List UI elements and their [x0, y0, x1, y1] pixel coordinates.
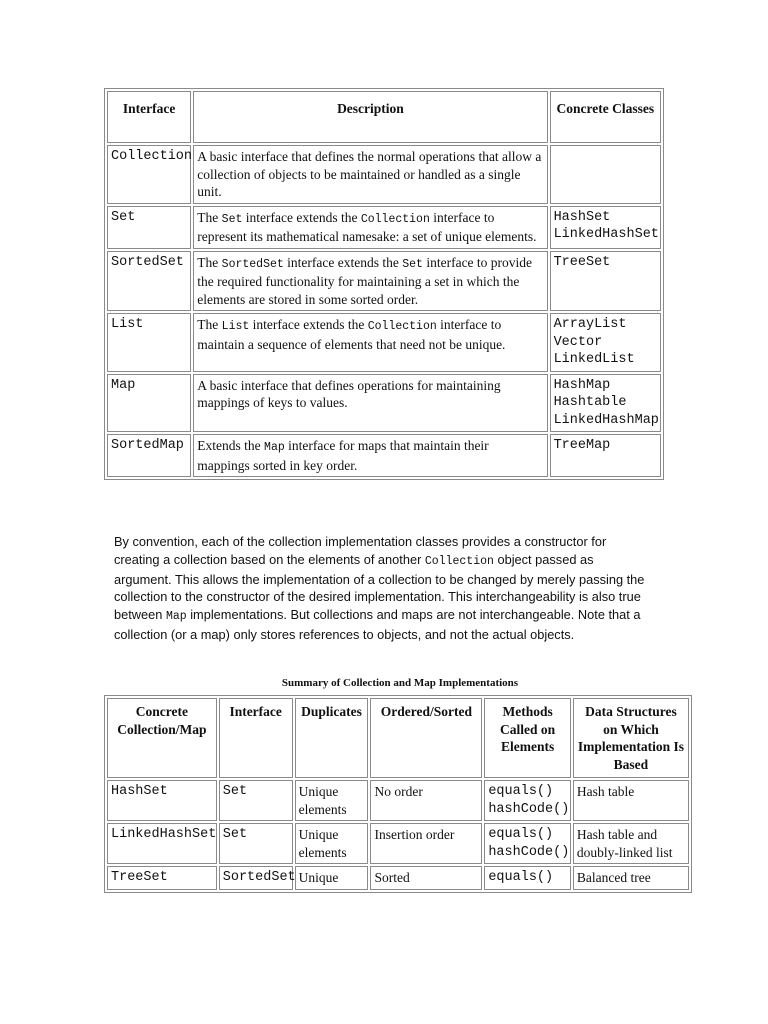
duplicates-cell: Unique elements	[295, 780, 369, 821]
header-concrete: Concrete Collection/Map	[107, 698, 217, 778]
text-run: interface to provide the required functionality for maintaining a set in which the elements are stored in some sorted order.	[197, 254, 533, 307]
header-concrete-classes: Concrete Classes	[550, 91, 661, 143]
inline-code: Collection	[367, 320, 437, 333]
table-row	[107, 145, 661, 204]
concrete-cell: HashSet	[107, 780, 217, 821]
interface-cell: Set	[107, 206, 191, 249]
text-run: interface for maps that maintain their mappings sorted in key order.	[197, 438, 489, 473]
ordered-cell: No order	[370, 780, 482, 821]
structure-cell: Hash table	[573, 780, 689, 821]
interface-cell: SortedMap	[107, 434, 191, 477]
interface-cell: Collection	[107, 145, 191, 204]
classes-cell: HashMap Hashtable LinkedHashMap	[550, 374, 661, 433]
ordered-cell: Sorted	[370, 866, 482, 890]
description-cell	[193, 251, 547, 312]
header-interface: Interface	[219, 698, 293, 778]
classes-cell: TreeSet	[550, 251, 661, 312]
interface-table-header	[107, 91, 661, 143]
text-run: A basic interface that defines operations for maintaining mappings of keys to values.	[197, 377, 501, 410]
table-row	[107, 780, 689, 821]
inline-code: SortedSet	[221, 257, 284, 271]
description-cell	[193, 374, 547, 433]
table-row	[107, 313, 661, 372]
table-row	[107, 823, 689, 864]
text-run: implementations. But collections and maps are not interchangeable. Note that a collection (or a map) only stores references to objects, and not the actual objects.	[114, 607, 641, 642]
classes-cell: ArrayList Vector LinkedList	[550, 313, 661, 372]
description-cell	[193, 313, 547, 372]
table-row	[107, 251, 661, 312]
concrete-cell: TreeSet	[107, 866, 217, 890]
description-cell	[193, 206, 547, 249]
header-description: Description	[193, 91, 547, 143]
text-run: interface to maintain a sequence of elements that need not be unique.	[197, 317, 506, 352]
methods-cell: equals() hashCode()	[484, 823, 571, 864]
text-run: The	[197, 209, 222, 225]
text-run: A basic interface that defines the normal operations that allow a collection of objects to be maintained or handled as a single unit.	[197, 149, 542, 199]
interface-cell: SortedSet	[107, 251, 191, 312]
table-row	[107, 866, 689, 890]
text-run: interface to represent its mathematical namesake: a set of unique elements.	[197, 209, 537, 244]
text-run: interface extends the	[249, 317, 368, 332]
structure-cell: Hash table and doubly-linked list	[573, 823, 689, 864]
table-caption: Summary of Collection and Map Implementations	[281, 677, 519, 689]
interface-table	[104, 88, 664, 480]
header-structure: Data Structures on Which Implementation Is Based	[573, 698, 689, 778]
header-interface: Interface	[107, 91, 191, 143]
inline-code: Map	[264, 441, 285, 454]
structure-cell: Balanced tree	[573, 866, 689, 890]
header-duplicates: Duplicates	[295, 698, 369, 778]
duplicates-cell: Unique	[295, 866, 369, 890]
inline-code: List	[221, 320, 250, 333]
description-cell	[193, 145, 547, 204]
methods-cell: equals() hashCode()	[484, 780, 571, 821]
implementations-table	[104, 695, 692, 893]
interface-cell: Map	[107, 374, 191, 433]
header-ordered: Ordered/Sorted	[370, 698, 482, 778]
inline-code: Collection	[360, 212, 430, 226]
convention-paragraph	[114, 533, 654, 644]
text-run: interface extends the	[242, 209, 361, 225]
interface-cell: SortedSet	[219, 866, 293, 890]
inline-code: Map	[165, 610, 187, 624]
implementations-table-header	[107, 698, 689, 778]
table-row	[107, 206, 661, 249]
table-row	[107, 374, 661, 433]
inline-code: Set	[221, 212, 243, 226]
text-run: object passed as argument. This allows the implementation of a collection to be changed by merely passing the collection to the constructor of the desired implementation. This interchangeability is also true between	[114, 551, 645, 623]
ordered-cell: Insertion order	[370, 823, 482, 864]
methods-cell: equals()	[484, 866, 571, 890]
text-run: The	[197, 254, 222, 270]
text-run: Extends the	[197, 438, 265, 453]
concrete-cell: LinkedHashSet	[107, 823, 217, 864]
classes-cell: HashSet LinkedHashSet	[550, 206, 661, 249]
header-methods: Methods Called on Elements	[484, 698, 571, 778]
text-run: interface extends the	[283, 254, 403, 270]
description-cell	[193, 434, 547, 477]
interface-cell: List	[107, 313, 191, 372]
classes-cell	[550, 145, 661, 204]
table-row	[107, 434, 661, 477]
duplicates-cell: Unique elements	[295, 823, 369, 864]
text-run: By convention, each of the collection implementation classes provides a constructor for creating a collection based on the elements of another	[114, 534, 607, 567]
inline-code: Collection	[424, 554, 494, 568]
interface-cell: Set	[219, 780, 293, 821]
text-run: The	[197, 317, 222, 332]
classes-cell: TreeMap	[550, 434, 661, 477]
inline-code: Set	[402, 257, 423, 271]
interface-cell: Set	[219, 823, 293, 864]
